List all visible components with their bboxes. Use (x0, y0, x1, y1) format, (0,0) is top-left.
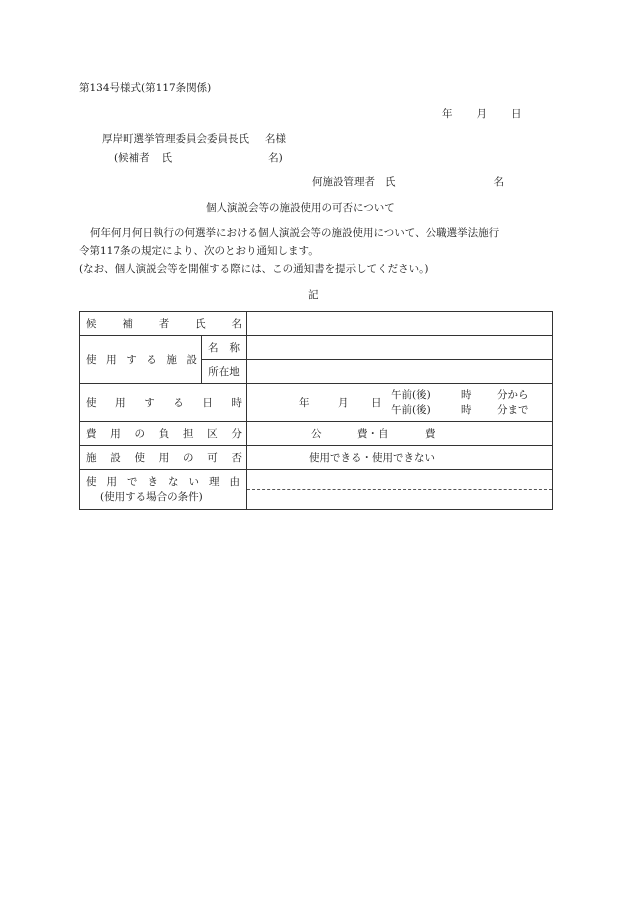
end-ampm: 午前(後) (391, 403, 431, 416)
sender-mei: 名 (493, 176, 504, 188)
start-ampm: 午前(後) (391, 388, 431, 401)
sender-title: 何施設管理者 (312, 176, 375, 188)
body-line-3: (なお、個人演説会等を開催する際には、この通知書を提示してください。) (79, 263, 429, 275)
availability-label: 施設使用の可否 (80, 446, 247, 470)
start-min: 分から (497, 388, 529, 401)
addressee-suffix: 名様 (265, 133, 286, 145)
candidate-open: (候補者 (114, 152, 150, 164)
addressee-name: 厚岸町選挙管理委員会委員長氏 (102, 133, 249, 145)
addressee-candidate-line (114, 153, 283, 164)
sender-line (312, 177, 504, 188)
reason-line-2 (247, 489, 552, 509)
cost-end: 費 (425, 427, 436, 440)
table-row (80, 422, 553, 446)
reason-sub-label: (使用する場合の条件) (100, 490, 203, 503)
date-month: 月 (476, 108, 487, 120)
cost-label: 費用の負担区分 (80, 422, 247, 446)
table-row (80, 312, 553, 336)
facility-location-value (247, 360, 553, 384)
date-line (442, 109, 522, 120)
sender-shi: 氏 (385, 176, 396, 188)
facility-name-value (247, 336, 553, 360)
reason-value (247, 470, 553, 510)
cost-self: 費・自 (357, 427, 389, 440)
datetime-value (247, 384, 553, 422)
table-row (80, 446, 553, 470)
reason-label: 使用できない理由 (86, 476, 240, 489)
dt-month: 月 (338, 396, 349, 409)
availability-options: 使用できる・使用できない (309, 451, 435, 464)
table-row (80, 384, 553, 422)
notice-table (79, 311, 553, 510)
start-hour: 時 (461, 388, 472, 401)
candidate-name-value (247, 312, 553, 336)
candidate-close: 名) (268, 152, 283, 164)
table-row (80, 470, 553, 510)
candidate-name-label: 候補者氏名 (80, 312, 247, 336)
end-min: 分まで (497, 403, 529, 416)
cost-public: 公 (311, 427, 322, 440)
cost-value (247, 422, 553, 446)
dt-year: 年 (299, 396, 310, 409)
date-year: 年 (442, 108, 453, 120)
body-line-1: 何年何月何日執行の何選挙における個人演説会等の施設使用について、公職選挙法施行 (90, 227, 500, 239)
date-day: 日 (511, 108, 522, 120)
facility-name-label: 名称 (202, 336, 247, 360)
availability-value (247, 446, 553, 470)
form-number: 第134号様式(第117条関係) (79, 82, 212, 94)
reason-line-1 (247, 470, 552, 489)
reason-label-cell (80, 470, 247, 510)
table-row (80, 336, 553, 360)
addressee-line (102, 134, 286, 145)
document-title: 個人演説会等の施設使用の可否について (206, 202, 395, 214)
candidate-shi: 氏 (161, 152, 173, 164)
facility-location-label: 所在地 (202, 360, 247, 384)
datetime-label: 使用する日時 (80, 384, 247, 422)
dt-day: 日 (371, 396, 382, 409)
body-line-2: 令第117条の規定により、次のとおり通知します。 (79, 245, 319, 257)
facility-label: 使用する施設 (80, 336, 202, 384)
ki-mark: 記 (308, 289, 319, 301)
end-hour: 時 (461, 403, 472, 416)
